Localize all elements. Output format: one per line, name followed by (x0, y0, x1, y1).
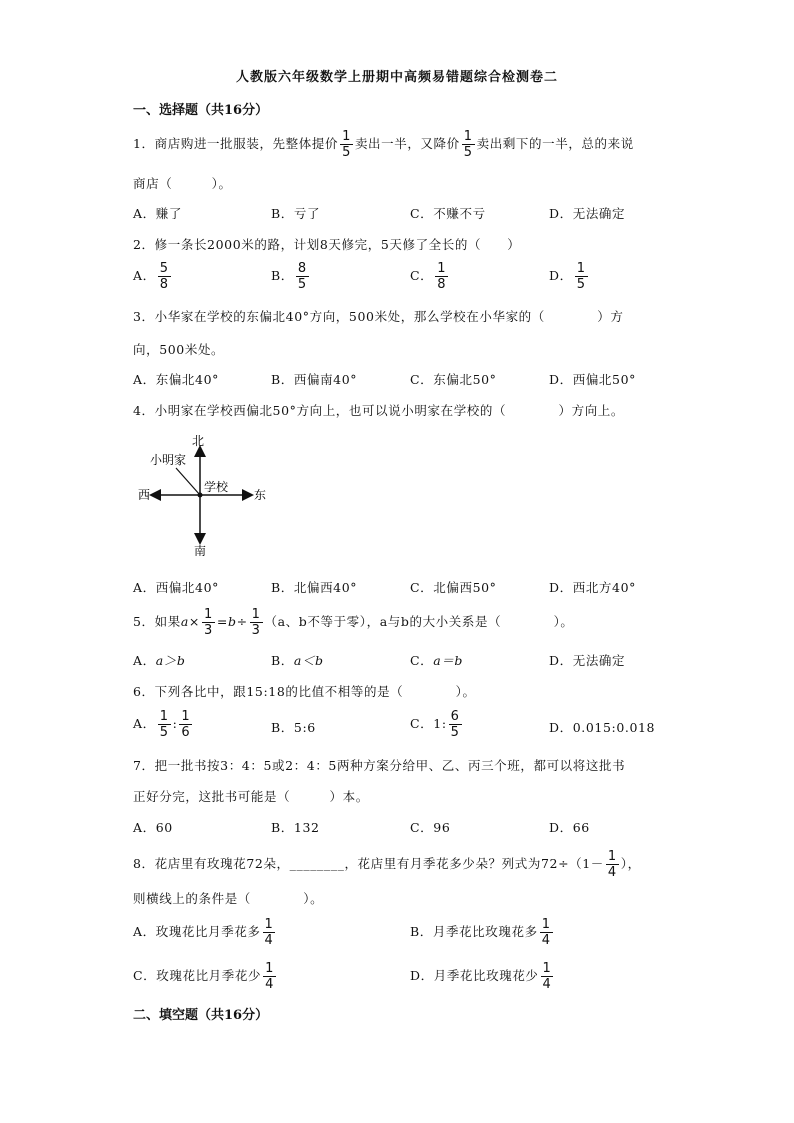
section-heading-fill: 二、填空题（共16分） (133, 1008, 269, 1023)
q2-option-d[interactable]: D． $\frac{1}{5}$ (549, 261, 586, 292)
q8-option-c[interactable]: C．玫瑰花比月季花少 $\frac{1}{4}$ (133, 961, 274, 992)
q3-line2: 向，500米处。 (133, 342, 225, 357)
q2-option-a[interactable]: A． $\frac{5}{8}$ (133, 261, 169, 292)
q7-option-c[interactable]: C．96 (410, 820, 451, 835)
q1-option-c[interactable]: C．不赚不亏 (410, 206, 486, 221)
q4-option-a[interactable]: A．西偏北40° (133, 580, 219, 595)
school-label: 学校 (204, 480, 229, 494)
q1-fraction-2: $\frac{1}{5}$ (463, 129, 473, 160)
q8-option-d-fraction: $\frac{1}{4}$ (542, 961, 552, 992)
question-1 (133, 130, 634, 159)
q7-option-b[interactable]: B．132 (271, 820, 320, 835)
q1-num: 1． (133, 136, 155, 151)
q2-fraction-d: $\frac{1}{5}$ (576, 261, 586, 292)
q8-line2: 则横线上的条件是（ ）。 (133, 891, 324, 906)
q1-text-c: 卖出剩下的一半，总的来说 (476, 136, 634, 151)
q6-option-a[interactable]: A． $\frac{1}{5}$ : $\frac{1}{6}$ (133, 709, 191, 740)
q6-fraction-a2: $\frac{1}{6}$ (181, 709, 191, 740)
south-label: 南 (194, 544, 207, 558)
q2-option-b[interactable]: B． $\frac{8}{5}$ (271, 261, 307, 292)
q7-option-a[interactable]: A．60 (133, 820, 173, 835)
q2-fraction-b: $\frac{8}{5}$ (297, 261, 307, 292)
west-label: 西 (138, 488, 151, 502)
q1-fraction-1: $\frac{1}{5}$ (342, 129, 351, 160)
q5-option-b[interactable]: B．a＜b (271, 653, 324, 668)
q5-fraction-2: $\frac{1}{3}$ (251, 607, 261, 638)
q2-fraction-a: $\frac{5}{8}$ (159, 261, 169, 292)
q4-option-c[interactable]: C．北偏西50° (410, 580, 497, 595)
q5-option-d[interactable]: D．无法确定 (549, 653, 626, 668)
question-5: 5．如果a× $\frac{1}{3}$ =b÷ $\frac{1}{3}$ （a、b不等于零），a与b的大小关系是（ ）。 (133, 607, 574, 638)
q1-text-b: 卖出一半，又降价 (354, 136, 460, 151)
section-heading-choice: 一、选择题（共16分） (133, 103, 269, 118)
q5-option-a[interactable]: A．a＞b (133, 653, 186, 668)
q7-line2: 正好分完，这批书可能是（ ）本。 (133, 789, 369, 804)
north-label: 北 (192, 434, 205, 448)
home-direction-line (176, 468, 200, 495)
q1-option-a[interactable]: A．赚了 (133, 206, 182, 221)
question-4: 4．小明家在学校西偏北50°方向上，也可以说小明家在学校的（ ）方向上。 (133, 403, 625, 418)
q8-option-c-fraction: $\frac{1}{4}$ (265, 961, 274, 992)
q1-line2: 商店（ ）。 (133, 176, 232, 191)
q8-option-a-fraction: $\frac{1}{4}$ (264, 917, 274, 948)
q1-option-b[interactable]: B．亏了 (271, 206, 321, 221)
page-title: 人教版六年级数学上册期中高频易错题综合检测卷二 (235, 70, 558, 85)
q6-option-b[interactable]: B．5:6 (271, 720, 316, 735)
q3-option-d[interactable]: D．西偏北50° (549, 372, 636, 387)
q8-option-a[interactable]: A．玫瑰花比月季花多 $\frac{1}{4}$ (133, 917, 274, 948)
q8-option-d[interactable]: D．月季花比玫瑰花少 $\frac{1}{4}$ (410, 961, 552, 992)
q1-text-a: 商店购进一批服装，先整体提价 (154, 136, 339, 151)
q8-option-b-fraction: $\frac{1}{4}$ (541, 917, 551, 948)
q8-option-b[interactable]: B．月季花比玫瑰花多 $\frac{1}{4}$ (410, 917, 551, 948)
q2-option-c[interactable]: C． $\frac{1}{8}$ (410, 261, 447, 292)
q6-fraction-a1: $\frac{1}{5}$ (159, 709, 169, 740)
q2-fraction-c: $\frac{1}{8}$ (437, 261, 447, 292)
q5-fraction-1: $\frac{1}{3}$ (204, 607, 213, 638)
question-2: 2．修一条长2000米的路，计划8天修完，5天修了全长的（ ） (133, 237, 521, 252)
question-6: 6．下列各比中，跟15:18的比值不相等的是（ ）。 (133, 684, 476, 699)
east-label: 东 (254, 488, 267, 502)
q4-option-b[interactable]: B．北偏西40° (271, 580, 358, 595)
q3-option-c[interactable]: C．东偏北50° (410, 372, 497, 387)
q7-option-d[interactable]: D．66 (549, 820, 590, 835)
q8-fraction: $\frac{1}{4}$ (607, 849, 617, 880)
q3-option-b[interactable]: B．西偏南40° (271, 372, 358, 387)
q3-option-a[interactable]: A．东偏北40° (133, 372, 219, 387)
q6-option-c[interactable]: C．1: $\frac{6}{5}$ (410, 709, 460, 740)
home-label: 小明家 (150, 453, 187, 467)
school-point (198, 493, 203, 498)
q1-option-d[interactable]: D．无法确定 (549, 206, 626, 221)
question-8: 8．花店里有玫瑰花72朵，________，花店里有月季花多少朵？列式为72÷（1－ $\frac{1}{4}$ ）， (133, 849, 641, 880)
q5-option-c[interactable]: C．a＝b (410, 653, 464, 668)
q4-option-d[interactable]: D．西北方40° (549, 580, 636, 595)
question-3: 3．小华家在学校的东偏北40°方向，500米处，那么学校在小华家的（ ）方 (133, 309, 624, 324)
question-7: 7．把一批书按3：4：5或2：4：5两种方案分给甲、乙、丙三个班，都可以将这批书 (133, 758, 626, 773)
q6-fraction-c: $\frac{6}{5}$ (450, 709, 460, 740)
q6-option-d[interactable]: D．0.015:0.018 (549, 720, 656, 735)
compass-diagram (135, 430, 275, 560)
